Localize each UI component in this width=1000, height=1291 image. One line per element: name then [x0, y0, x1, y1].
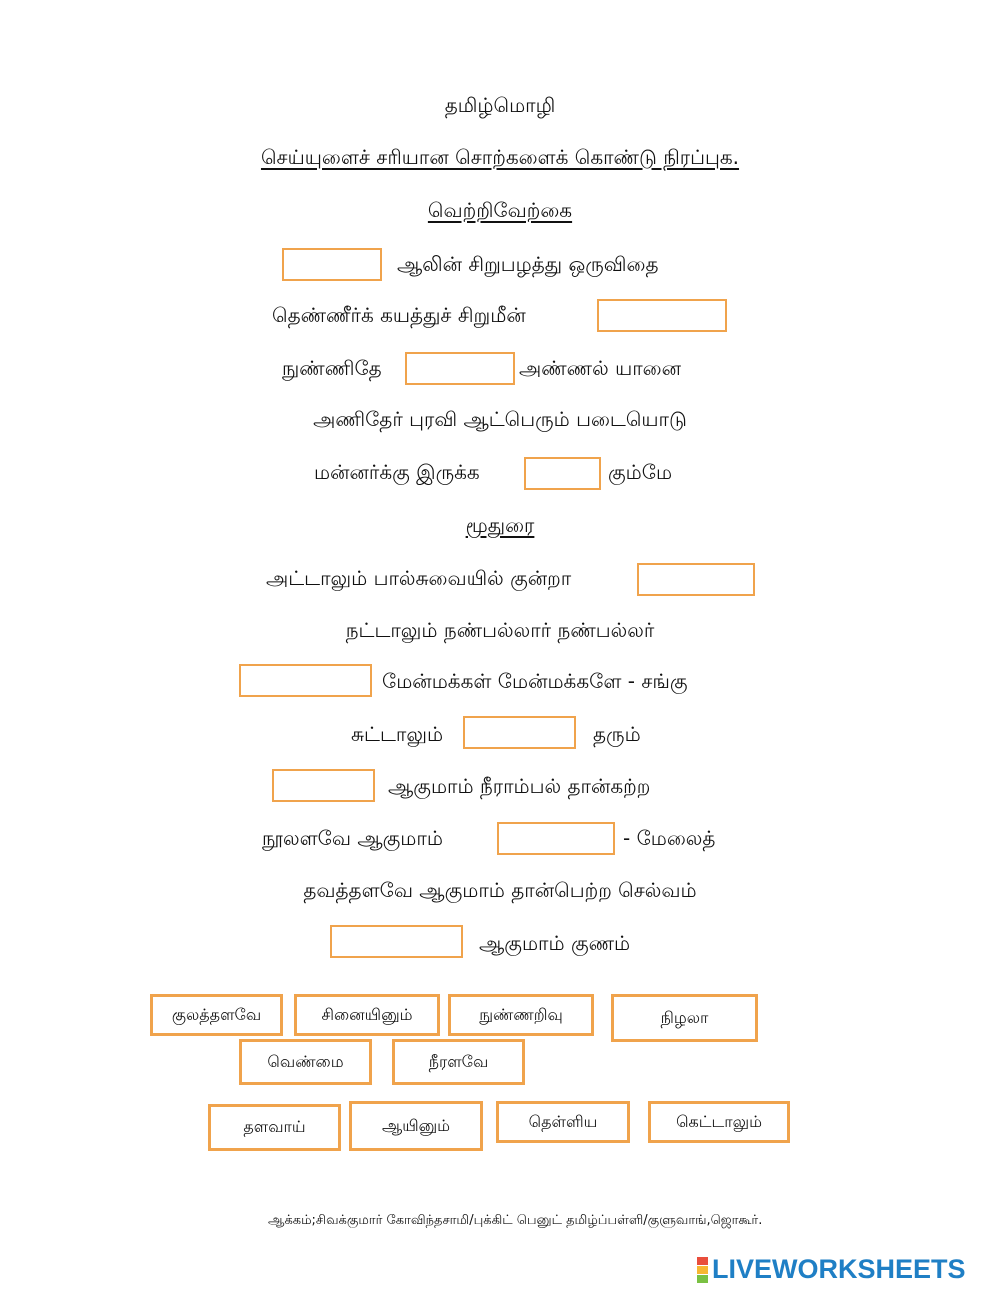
word-chip[interactable]: வெண்மை [239, 1039, 372, 1085]
word-chip[interactable]: தளவாய் [208, 1104, 341, 1151]
logo-blocks-icon [697, 1257, 708, 1283]
poem1-line3-text-a: நுண்ணிதே [282, 356, 382, 380]
answer-blank-8[interactable] [272, 769, 375, 802]
word-chip[interactable]: நிழலா [611, 994, 758, 1042]
poem2-line3-text: மேன்மக்கள் மேன்மக்களே - சங்கு [382, 669, 688, 693]
poem1-line3-text-b: அண்ணல் யானை [519, 356, 682, 380]
word-chip[interactable]: குலத்தளவே [150, 994, 283, 1036]
word-chip[interactable]: நுண்ணறிவு [448, 994, 594, 1036]
poem1-line5-text-b: கும்மே [608, 460, 673, 484]
answer-blank-3[interactable] [405, 352, 515, 385]
subject-title: தமிழ்மொழி [444, 93, 556, 117]
poem2-line7-text: தவத்தளவே ஆகுமாம் தான்பெற்ற செல்வம் [303, 878, 697, 902]
answer-blank-1[interactable] [282, 248, 382, 281]
instruction: செய்யுளைச் சரியான சொற்களைக் கொண்டு நிரப்புக. [260, 145, 740, 169]
poem1-title: வெற்றிவேற்கை [427, 198, 573, 222]
poem2-line2-text: நட்டாலும் நண்பல்லார் நண்பல்லர் [345, 618, 655, 642]
poem1-line5-text-a: மன்னர்க்கு இருக்க [314, 460, 480, 484]
word-chip[interactable]: ஆயினும் [349, 1101, 483, 1151]
poem2-line5-text: ஆகுமாம் நீராம்பல் தான்கற்ற [388, 774, 651, 798]
poem2-line6-text-b: - மேலைத் [623, 826, 716, 850]
poem2-line8-text: ஆகுமாம் குணம் [479, 931, 631, 955]
poem2-title: மூதுரை [465, 513, 535, 537]
poem1-line4-text: அணிதேர் புரவி ஆட்பெரும் படையொடு [313, 407, 687, 431]
poem2-line4-text-a: சுட்டாலும் [351, 722, 444, 746]
author-credit: ஆக்கம்;சிவக்குமார் கோவிந்தசாமி/புக்கிட் பெனுட் தமிழ்ப்பள்ளி/குளுவாங்,ஜொகூர். [268, 1213, 763, 1228]
answer-blank-7[interactable] [463, 716, 576, 749]
liveworksheets-logo [697, 1254, 966, 1285]
answer-blank-10[interactable] [330, 925, 463, 958]
answer-blank-6[interactable] [239, 664, 372, 697]
poem1-line2-text: தெண்ணீர்க் கயத்துச் சிறுமீன் [272, 303, 526, 327]
answer-blank-9[interactable] [497, 822, 615, 855]
answer-blank-2[interactable] [597, 299, 727, 332]
word-chip[interactable]: சினையினும் [294, 994, 440, 1036]
logo-wordmark: LIVEWORKSHEETS [712, 1254, 966, 1284]
poem2-line6-text-a: நூலளவே ஆகுமாம் [262, 826, 443, 850]
word-chip[interactable]: கெட்டாலும் [648, 1101, 790, 1143]
answer-blank-4[interactable] [524, 457, 601, 490]
word-chip[interactable]: தெள்ளிய [496, 1101, 630, 1143]
answer-blank-5[interactable] [637, 563, 755, 596]
poem2-line1-text: அட்டாலும் பால்சுவையில் குன்றா [266, 566, 572, 590]
poem2-line4-text-b: தரும் [593, 722, 641, 746]
word-chip[interactable]: நீரளவே [392, 1039, 525, 1085]
poem1-line1-text: ஆலின் சிறுபழத்து ஒருவிதை [397, 252, 659, 276]
